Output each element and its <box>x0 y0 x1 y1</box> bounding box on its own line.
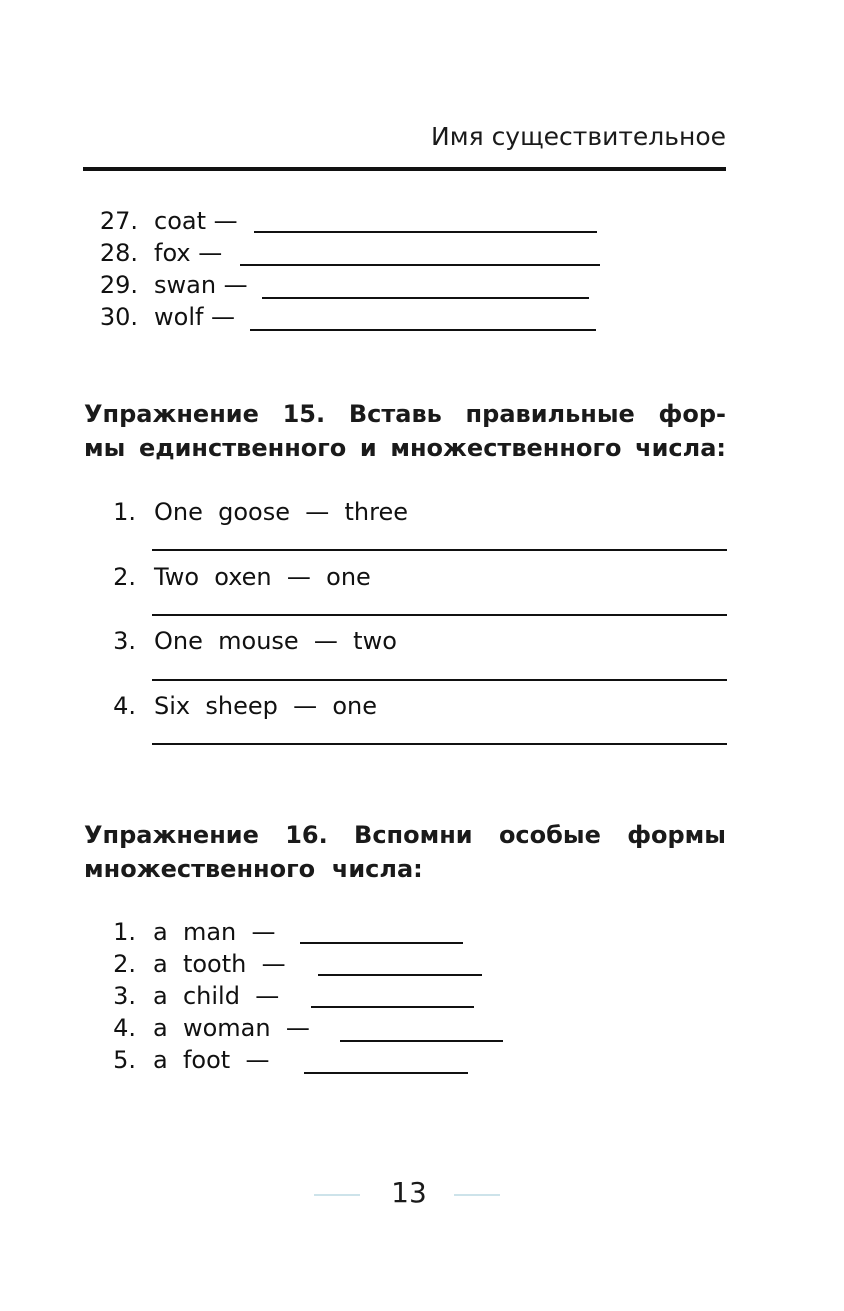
item-text: a foot — <box>153 1046 270 1074</box>
item-number: 3. <box>113 627 136 655</box>
item-number: 30. <box>99 303 138 331</box>
header-rule <box>83 167 726 171</box>
item-number: 4. <box>113 1014 136 1042</box>
answer-blank[interactable] <box>300 942 463 944</box>
item-text: Two oxen — one <box>154 563 371 591</box>
exercise-16-heading-line1: Упражнение 16. Вспомни особые формы <box>84 821 726 849</box>
page-number-decoration-right <box>454 1194 500 1196</box>
answer-blank[interactable] <box>240 264 600 266</box>
item-text: a man — <box>153 918 276 946</box>
item-number: 28. <box>99 239 138 267</box>
exercise-16-heading-line2: множественного числа: <box>84 855 423 883</box>
answer-blank[interactable] <box>318 974 482 976</box>
exercise-15-heading-line2: мы единственного и множественного числа: <box>84 434 726 462</box>
item-number: 27. <box>99 207 138 235</box>
item-text: swan — <box>154 271 248 299</box>
item-number: 5. <box>113 1046 136 1074</box>
item-text: One goose — three <box>154 498 409 526</box>
page-header-title: Имя существительное <box>431 122 726 151</box>
answer-blank[interactable] <box>152 743 727 745</box>
item-text: a tooth — <box>153 950 286 978</box>
answer-blank[interactable] <box>262 297 589 299</box>
item-text: wolf — <box>154 303 236 331</box>
exercise-15-heading-line1: Упражнение 15. Вставь правильные фор- <box>84 400 726 428</box>
answer-blank[interactable] <box>152 549 727 551</box>
answer-blank[interactable] <box>311 1006 474 1008</box>
item-text: coat — <box>154 207 238 235</box>
item-number: 29. <box>99 271 138 299</box>
item-number: 1. <box>113 918 136 946</box>
item-text: a woman — <box>153 1014 310 1042</box>
item-number: 3. <box>113 982 136 1010</box>
answer-blank[interactable] <box>304 1072 468 1074</box>
item-number: 4. <box>113 692 136 720</box>
page-number-decoration-left <box>314 1194 360 1196</box>
page-number: 13 <box>391 1176 427 1209</box>
answer-blank[interactable] <box>340 1040 503 1042</box>
item-text: Six sheep — one <box>154 692 378 720</box>
item-text: a child — <box>153 982 280 1010</box>
item-text: fox — <box>154 239 223 267</box>
answer-blank[interactable] <box>254 231 597 233</box>
item-number: 2. <box>113 563 136 591</box>
answer-blank[interactable] <box>250 329 596 331</box>
item-text: One mouse — two <box>154 627 397 655</box>
answer-blank[interactable] <box>152 679 727 681</box>
item-number: 1. <box>113 498 136 526</box>
item-number: 2. <box>113 950 136 978</box>
answer-blank[interactable] <box>152 614 727 616</box>
